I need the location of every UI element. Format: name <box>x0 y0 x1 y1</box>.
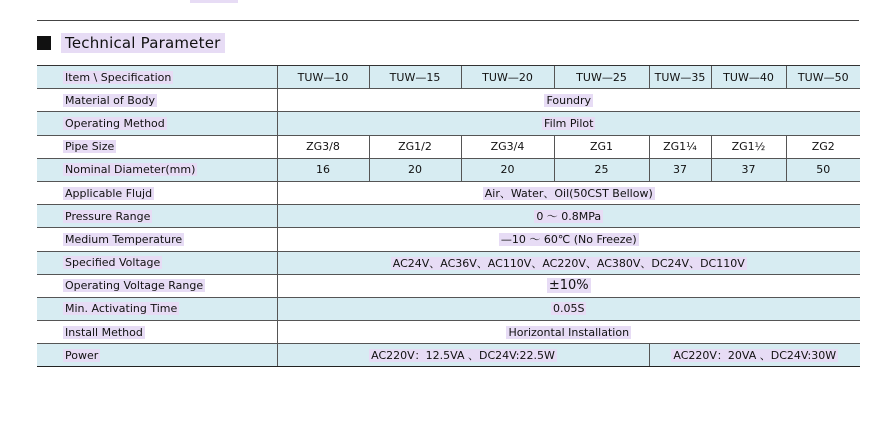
header-label-cell: Item \ Specification <box>37 66 277 89</box>
row-label: Pipe Size <box>37 135 277 158</box>
cropped-text-fragment <box>190 0 238 3</box>
section-title-text: Technical Parameter <box>61 33 225 53</box>
row-cell: 50 <box>786 158 860 181</box>
table-row <box>37 228 860 251</box>
row-cell: 16 <box>277 158 369 181</box>
table-row <box>37 181 860 204</box>
table-row <box>37 251 860 274</box>
section-heading <box>37 32 225 54</box>
technical-parameter-table <box>37 65 860 367</box>
row-label: Pressure Range <box>37 205 277 228</box>
table-header-row <box>37 66 860 89</box>
row-label: Operating Method <box>37 112 277 135</box>
table-row <box>37 344 860 367</box>
row-cell: ZG3/4 <box>461 135 554 158</box>
table-row <box>37 112 860 135</box>
table-row <box>37 158 860 181</box>
row-value: Air、Water、Oil(50CST Bellow) <box>277 181 860 204</box>
model-header-cell: TUW—15 <box>369 66 461 89</box>
row-cell: 25 <box>554 158 649 181</box>
model-header-cell: TUW—50 <box>786 66 860 89</box>
row-cell: AC220V：12.5VA 、DC24V:22.5W <box>277 344 649 367</box>
model-header-cell: TUW—10 <box>277 66 369 89</box>
model-header-cell: TUW—20 <box>461 66 554 89</box>
square-bullet-icon <box>37 36 51 50</box>
row-label: Material of Body <box>37 89 277 112</box>
row-value: Foundry <box>277 89 860 112</box>
row-cell: ZG1 <box>554 135 649 158</box>
divider-line <box>37 20 859 21</box>
row-cell: ZG1½ <box>711 135 786 158</box>
row-value: —10 ～ 60℃ (No Freeze) <box>277 228 860 251</box>
row-cell: ZG1/2 <box>369 135 461 158</box>
row-cell: ZG2 <box>786 135 860 158</box>
model-header-cell: TUW—40 <box>711 66 786 89</box>
row-cell: 20 <box>461 158 554 181</box>
table-row <box>37 297 860 320</box>
row-label: Install Method <box>37 321 277 344</box>
table-row <box>37 205 860 228</box>
row-label: Operating Voltage Range <box>37 274 277 297</box>
row-cell: 37 <box>649 158 711 181</box>
row-label: Power <box>37 344 277 367</box>
row-value: Film Pilot <box>277 112 860 135</box>
row-label: Nominal Diameter(mm) <box>37 158 277 181</box>
model-header-cell: TUW—35 <box>649 66 711 89</box>
row-label: Applicable Flujd <box>37 181 277 204</box>
row-value: 0.05S <box>277 297 860 320</box>
table-row <box>37 274 860 297</box>
row-value: AC24V、AC36V、AC110V、AC220V、AC380V、DC24V、DC110V <box>277 251 860 274</box>
table-row <box>37 321 860 344</box>
row-label: Specified Voltage <box>37 251 277 274</box>
table-row <box>37 89 860 112</box>
row-cell: ZG1¼ <box>649 135 711 158</box>
row-label: Min. Activating Time <box>37 297 277 320</box>
row-cell: AC220V：20VA 、DC24V:30W <box>649 344 860 367</box>
row-cell: 37 <box>711 158 786 181</box>
model-header-cell: TUW—25 <box>554 66 649 89</box>
table-row <box>37 135 860 158</box>
row-value: Horizontal Installation <box>277 321 860 344</box>
row-value: 0 ～ 0.8MPa <box>277 205 860 228</box>
row-label: Medium Temperature <box>37 228 277 251</box>
row-cell: 20 <box>369 158 461 181</box>
row-value: ±10% <box>277 274 860 297</box>
row-cell: ZG3/8 <box>277 135 369 158</box>
